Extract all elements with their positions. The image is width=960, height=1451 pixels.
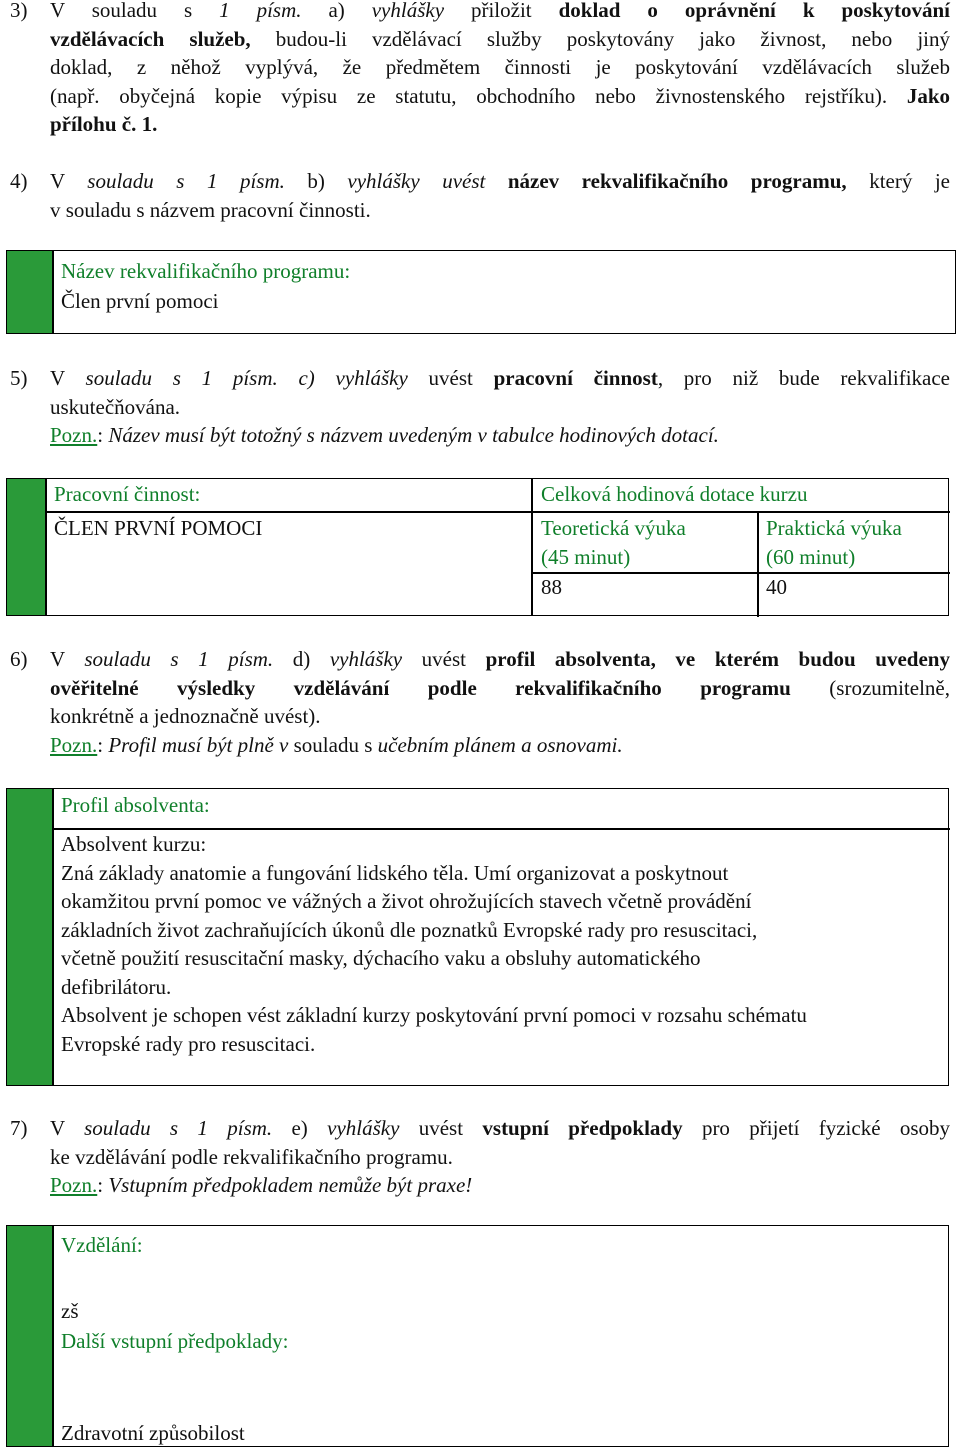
program-name-heading: Název rekvalifikačního programu: (61, 259, 351, 283)
green-bar (7, 1226, 52, 1446)
profile-line: defibrilátoru. (61, 974, 172, 999)
green-bar (7, 479, 45, 615)
practice-heading: Praktická výuka (60 minut) (766, 516, 902, 569)
activity-heading: Pracovní činnost: (54, 482, 201, 506)
section-5-line-1: V souladu s 1 písm. c) vyhlášky uvést pracovní činnost, pro niž bude rekvalifikace (50, 366, 950, 390)
profile-line: Evropské rady pro resuscitaci. (61, 1031, 316, 1056)
activity-value: ČLEN PRVNÍ POMOCI (54, 516, 263, 540)
profile-line: okamžitou první pomoc ve vážných a život ohrožujících stavech včetně provádění (61, 889, 752, 913)
section-3-line-5: přílohu č. 1. (50, 112, 158, 136)
graduate-profile-box (6, 788, 949, 1086)
section-number: 3) (10, 0, 28, 22)
education-heading: Vzdělání: (61, 1233, 143, 1257)
cell-divider (531, 479, 533, 615)
cell-divider (52, 251, 54, 333)
other-requirements-value: Zdravotní způsobilost (61, 1421, 245, 1445)
section-6 (10, 645, 950, 759)
section-3-line-3: doklad, z něhož vyplývá, že předmětem činnosti je poskytování vzdělávacích služeb (50, 55, 950, 79)
green-bar (7, 789, 52, 1085)
cell-divider (52, 1226, 54, 1446)
section-7 (10, 1114, 950, 1200)
education-value: zš (61, 1299, 79, 1323)
profile-line: Zná základy anatomie a fungování lidského těla. Umí organizovat a poskytnout (61, 860, 729, 885)
green-bar (7, 251, 52, 333)
profile-text (61, 830, 946, 1058)
cell-divider (45, 511, 950, 513)
theory-hours-value: 88 (541, 575, 562, 599)
section-6-line-1: V souladu s 1 písm. d) vyhlášky uvést profil absolventa, ve kterém budou uvedeny (50, 647, 950, 671)
section-4-line-1: V souladu s 1 písm. b) vyhlášky uvést název rekvalifikačního programu, který je (50, 169, 950, 193)
section-4 (10, 167, 950, 224)
section-3 (10, 0, 950, 139)
profile-heading: Profil absolventa: (61, 793, 210, 817)
section-5-line-2: uskutečňována. (50, 394, 181, 419)
section-6-note: Pozn.: Profil musí být plně v souladu s učebním plánem a osnovami. (50, 732, 623, 757)
section-6-line-3: konkrétně a jednoznačně uvést). (50, 704, 321, 728)
program-name-value: Člen první pomoci (61, 289, 219, 313)
section-6-line-2: ověřitelné výsledky vzdělávání podle rekvalifikačního programu (srozumitelně, (50, 675, 950, 700)
profile-line: Absolvent je schopen vést základní kurzy poskytování první pomoci v rozsahu schématu (61, 1003, 807, 1027)
practice-hours-value: 40 (766, 575, 787, 599)
section-3-line-2: vzdělávacích služeb, budou-li vzdělávací služby poskytovány jako živnost, nebo jiný (50, 26, 950, 51)
section-number: 7) (10, 1116, 28, 1140)
section-number: 5) (10, 366, 28, 390)
section-7-line-1: V souladu s 1 písm. e) vyhlášky uvést vstupní předpoklady pro přijetí fyzické osoby (50, 1116, 950, 1140)
entry-requirements-box (6, 1225, 949, 1447)
section-3-line-1: V souladu s 1 písm. a) vyhlášky přiložit doklad o oprávnění k poskytování (50, 0, 950, 22)
profile-line: Absolvent kurzu: (61, 832, 207, 856)
cell-divider (757, 511, 759, 617)
theory-heading: Teoretická výuka (45 minut) (541, 516, 686, 569)
activity-hours-table (6, 478, 949, 616)
profile-line: základních život zachraňujících úkonů dle poznatků Evropské rady pro resuscitaci, (61, 917, 758, 942)
program-name-box (6, 250, 956, 334)
section-7-line-2: ke vzdělávání podle rekvalifikačního programu. (50, 1144, 453, 1169)
section-5-note: Pozn.: Název musí být totožný s názvem uvedeným v tabulce hodinových dotací. (50, 423, 719, 447)
section-number: 6) (10, 647, 28, 671)
section-4-line-2: v souladu s názvem pracovní činnosti. (50, 197, 371, 222)
section-number: 4) (10, 169, 28, 193)
other-requirements-heading: Další vstupní předpoklady: (61, 1329, 289, 1353)
cell-divider (45, 479, 47, 615)
profile-line: včetně použití resuscitační masky, dýchacího vaku a obsluhy automatického (61, 946, 701, 970)
section-7-note: Pozn.: Vstupním předpokladem nemůže být praxe! (50, 1173, 473, 1197)
cell-divider (531, 572, 950, 574)
section-5 (10, 364, 950, 450)
section-3-line-4: (např. obyčejná kopie výpisu ze statutu, obchodního nebo živnostenského rejstříku). Jako (50, 83, 950, 108)
cell-divider (52, 789, 54, 1085)
total-hours-heading: Celková hodinová dotace kurzu (541, 482, 808, 506)
